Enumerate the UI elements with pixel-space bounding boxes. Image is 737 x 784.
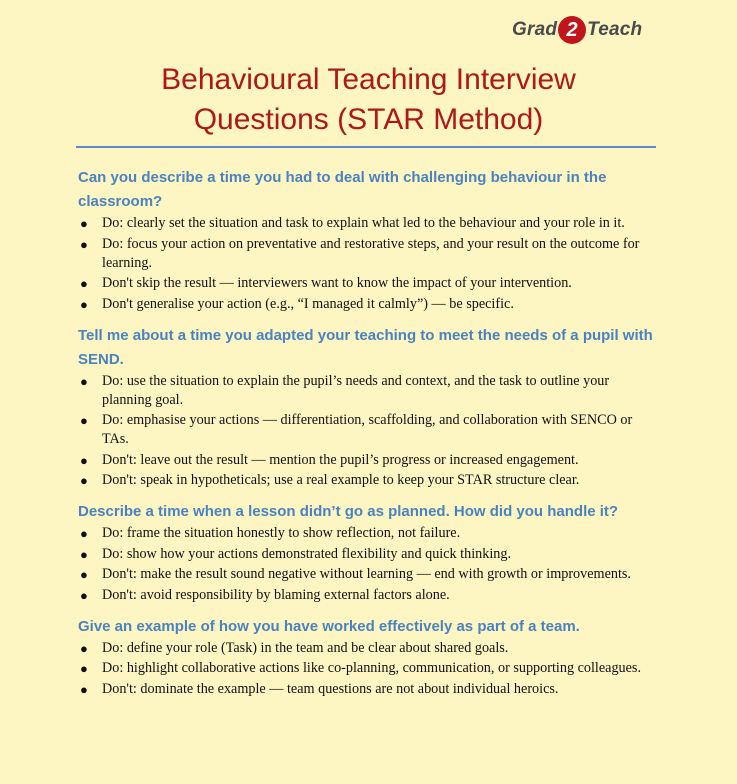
tip-item: ● Do: use the situation to explain the pupil’s needs and context, and the task to outline your planning goal.: [80, 372, 610, 408]
bullet-icon: ●: [80, 640, 88, 656]
question-heading: Tell me about a time you adapted your teaching to meet the needs of a pupil with SEND.: [78, 326, 653, 368]
bullet-icon: ●: [80, 473, 88, 488]
title-line-2: Questions (STAR Method): [193, 103, 544, 136]
tip-item: ● Don't: avoid responsibility by blaming external factors alone.: [80, 586, 450, 603]
title-divider: [76, 146, 656, 148]
tip-item: ● Do: define your role (Task) in the team and be clear about shared goals.: [80, 639, 509, 656]
question-heading: Give an example of how you have worked effectively as part of a team.: [78, 617, 580, 635]
question-section: [78, 615, 658, 699]
bullet-icon: ●: [80, 296, 88, 312]
bullet-icon: ●: [80, 216, 88, 231]
question-section: [78, 500, 658, 605]
bullet-icon: ●: [80, 546, 88, 562]
tip-item: ● Do: focus your action on preventative and restorative steps, and your result on the outcome for learning.: [80, 235, 640, 271]
tip-item: ● Do: highlight collaborative actions like co-planning, communication, or supporting colleagues.: [80, 660, 642, 676]
bullet-icon: ●: [80, 567, 88, 582]
tip-item: ● Don't: dominate the example — team questions are not about individual heroics.: [80, 680, 559, 697]
tip-item: ● Don't skip the result — interviewers want to know the impact of your intervention.: [80, 275, 572, 291]
bullet-icon: ●: [80, 587, 88, 603]
tip-item: ● Do: show how your actions demonstrated flexibility and quick thinking.: [80, 545, 512, 562]
question-section: [78, 324, 658, 491]
tip-item: ● Do: frame the situation honestly to show reflection, not failure.: [80, 525, 461, 541]
question-heading: Describe a time when a lesson didn’t go as planned. How did you handle it?: [78, 503, 619, 520]
bullet-icon: ●: [80, 452, 88, 468]
logo-text-teach: Teach: [587, 19, 643, 40]
grad2teach-logo: [512, 16, 642, 44]
bullet-icon: ●: [80, 276, 88, 291]
tip-item: ● Do: emphasise your actions — differentiation, scaffolding, and collaboration with SENCO or TAs.: [80, 412, 633, 447]
question-section: [78, 166, 658, 314]
tip-item: ● Don't: leave out the result — mention the pupil’s progress or increased engagement.: [80, 451, 579, 468]
tip-item: ● Don't: make the result sound negative without learning — end with growth or improvements.: [80, 566, 631, 582]
logo-circle-two: 2: [558, 16, 586, 44]
tips-list: [78, 372, 658, 491]
bullet-icon: ●: [80, 373, 88, 389]
tip-item: ● Don't generalise your action (e.g., “I managed it calmly”) — be specific.: [80, 295, 514, 312]
title-line-1: Behavioural Teaching Interview: [161, 63, 576, 96]
bullet-icon: ●: [80, 413, 88, 428]
logo-text-grad: Grad: [512, 19, 558, 40]
tips-list: [78, 639, 658, 699]
question-heading: Can you describe a time you had to deal with challenging behaviour in the classroom?: [78, 169, 607, 210]
bullet-icon: ●: [80, 526, 88, 541]
question-list: [78, 166, 658, 709]
bullet-icon: ●: [80, 661, 88, 676]
tips-list: [78, 214, 658, 314]
tip-item: ● Don't: speak in hypotheticals; use a real example to keep your STAR structure clear.: [80, 472, 580, 488]
bullet-icon: ●: [80, 681, 88, 697]
page-title: [0, 60, 737, 140]
tips-list: [78, 524, 658, 605]
bullet-icon: ●: [80, 236, 88, 252]
tip-item: ● Do: clearly set the situation and task to explain what led to the behaviour and your role in it.: [80, 215, 625, 231]
